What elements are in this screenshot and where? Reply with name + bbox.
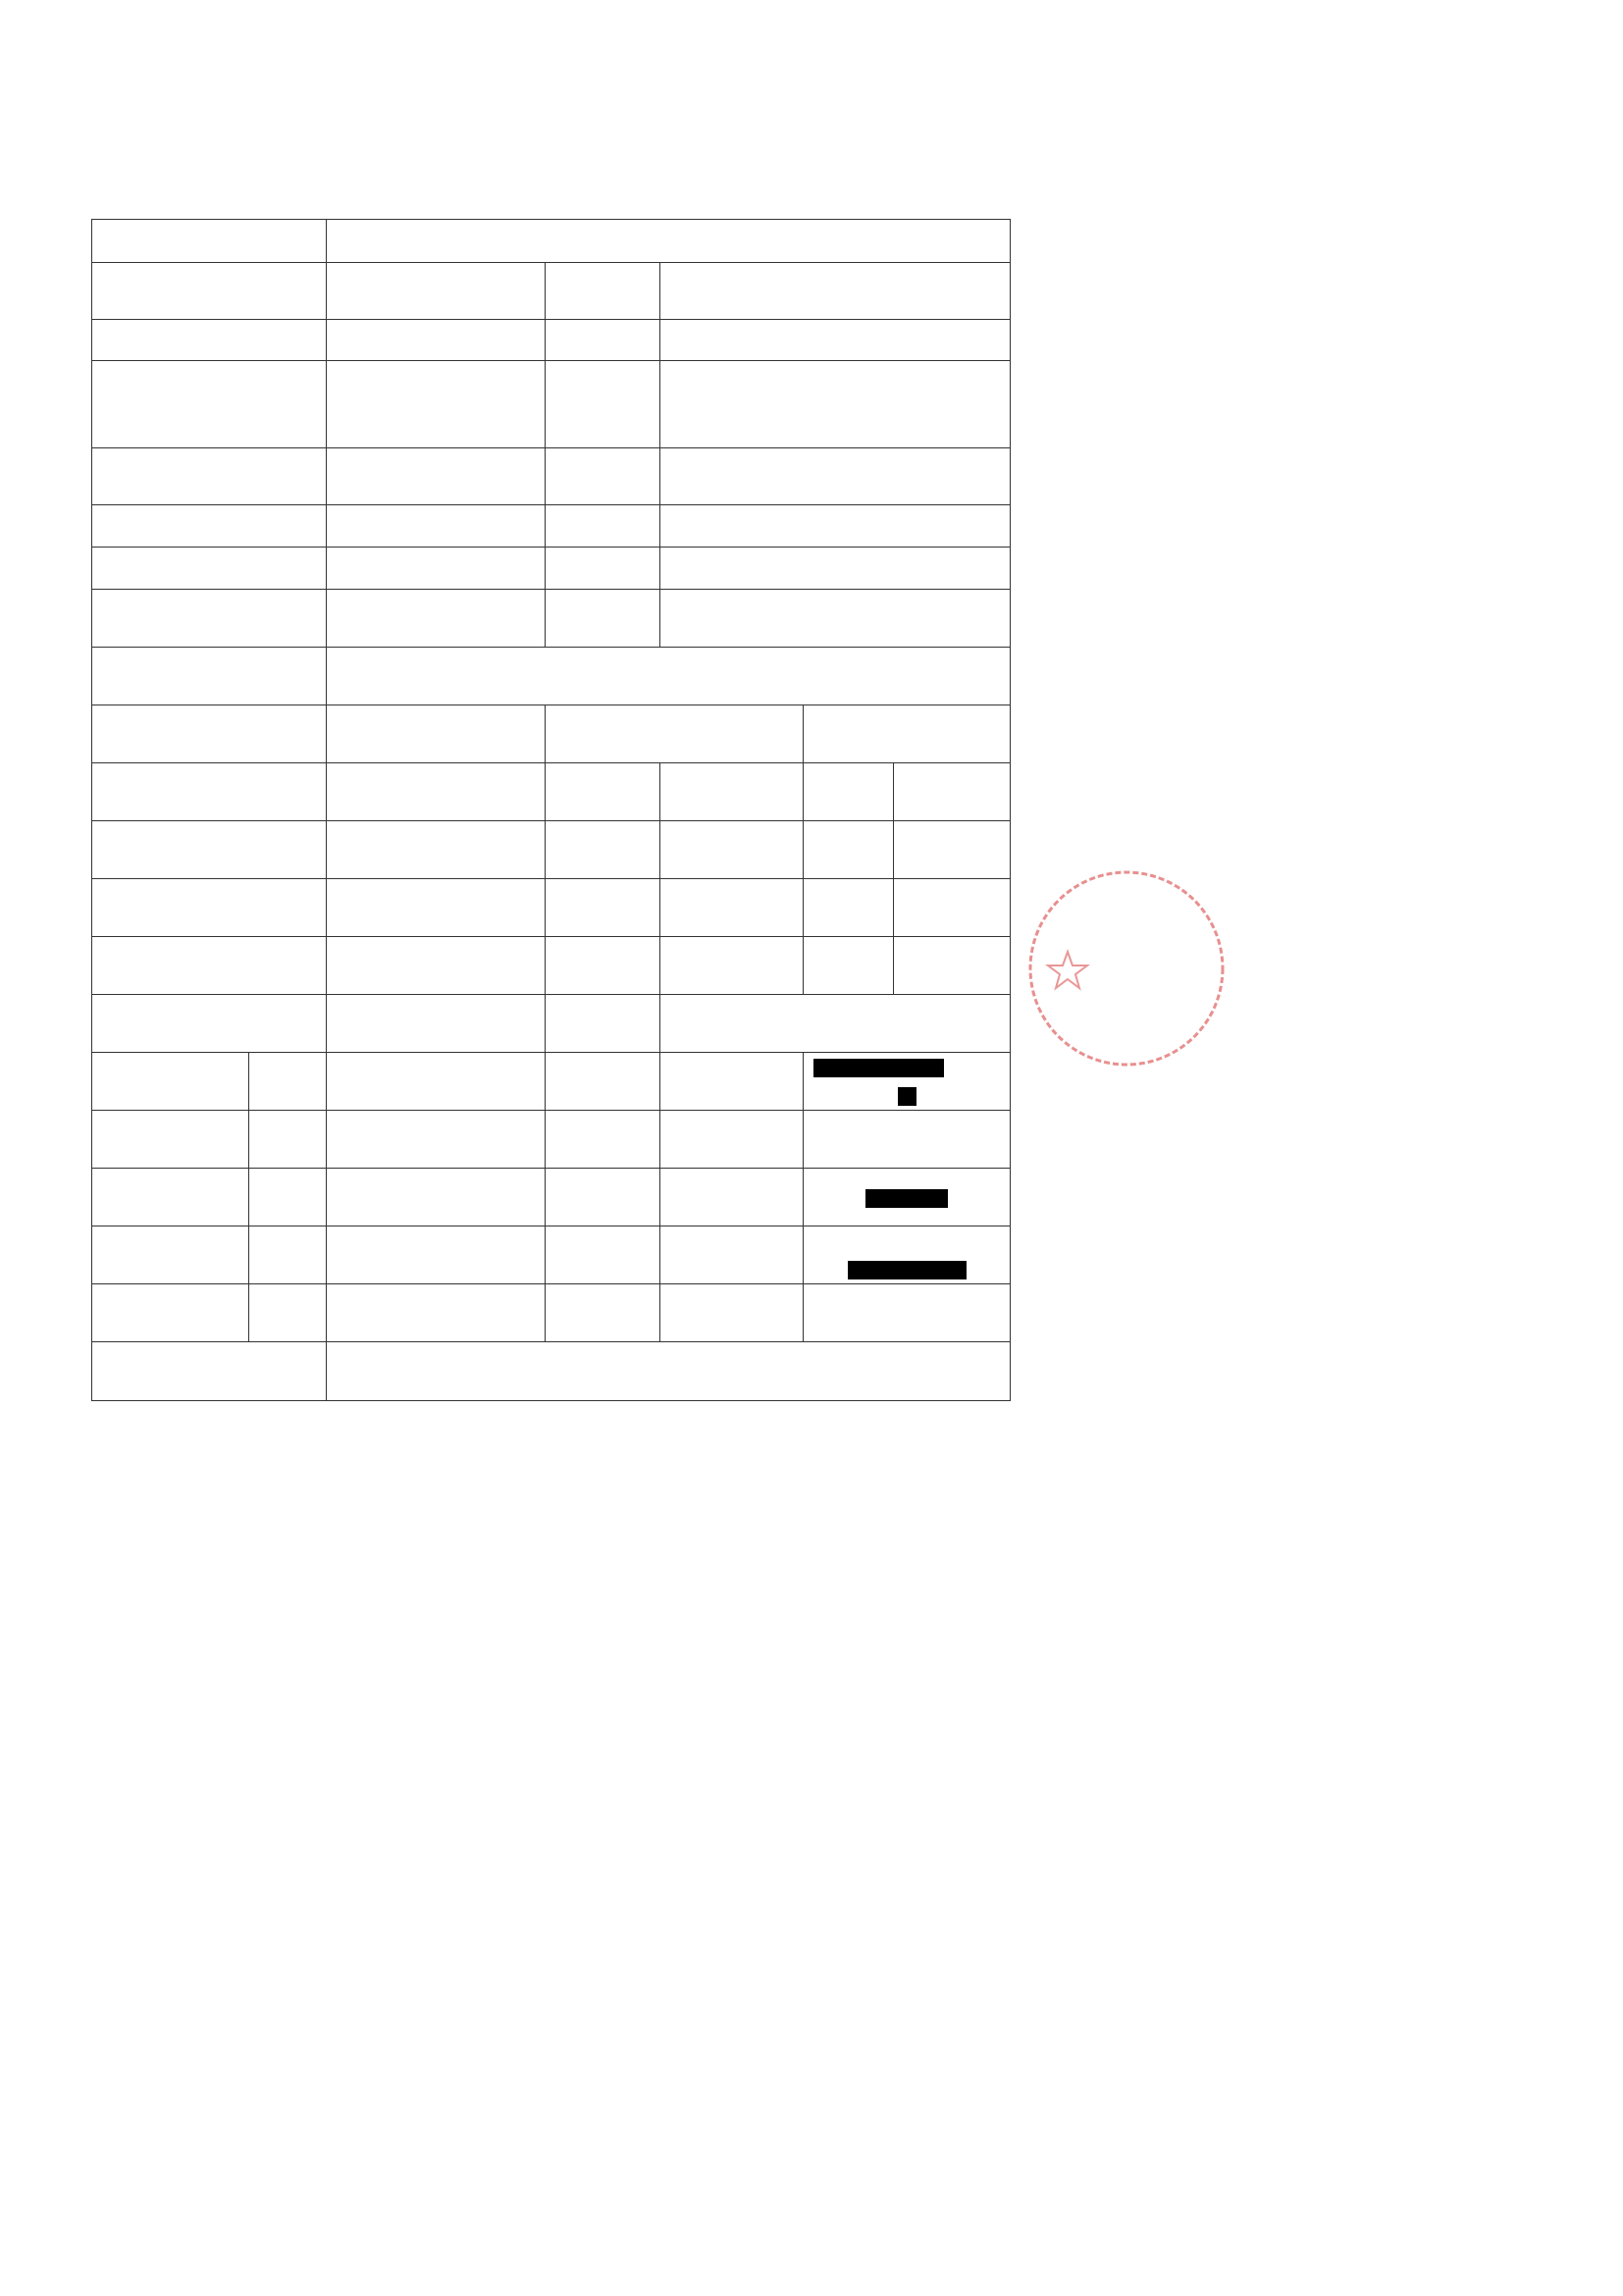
table-row (92, 1284, 1011, 1342)
table-row (92, 1226, 1011, 1284)
table-row (92, 590, 1011, 648)
design-qual-label (804, 821, 894, 879)
table-row (92, 705, 1011, 763)
table-row (92, 821, 1011, 879)
table-row (92, 937, 1011, 995)
builder-lead-no-label (660, 1053, 804, 1111)
design-lead-no-label (660, 1169, 804, 1226)
chief-supervisor-type (546, 1284, 660, 1342)
design-lead-type (546, 1169, 660, 1226)
supervision-org-code (660, 879, 804, 937)
chief-supervisor-label (92, 1284, 249, 1342)
start-date-label (92, 263, 327, 320)
place-name-value (327, 505, 546, 548)
survey-org-code (660, 763, 804, 821)
supervision-qual (894, 879, 1011, 937)
testing-label (92, 995, 327, 1053)
official-seal (1028, 865, 1166, 1071)
bid-record-value (327, 320, 546, 361)
building-type-value (660, 505, 1011, 548)
testing-org-label (546, 995, 660, 1053)
table-row (92, 648, 1011, 705)
supervision-qual-label (804, 879, 894, 937)
section-no-label (546, 320, 660, 361)
table-row (92, 263, 1011, 320)
table-row (92, 448, 1011, 505)
location-value (660, 361, 1011, 448)
construction-qual (894, 937, 1011, 995)
table-row (92, 879, 1011, 937)
design-lead-name (249, 1169, 327, 1226)
fire-cert-label (92, 648, 327, 705)
redaction-bar (865, 1189, 948, 1208)
design-label (92, 821, 327, 879)
permit-label (546, 590, 660, 648)
planning-cert-value (327, 590, 546, 648)
manager-no-cell (804, 1226, 1011, 1284)
survey-org-label (546, 763, 660, 821)
area-value (327, 448, 546, 505)
chief-supervisor-name (249, 1284, 327, 1342)
builder-lead-type-label (327, 1053, 546, 1111)
construction-org-code (660, 937, 804, 995)
supervision-agency-label (92, 1342, 327, 1401)
testing-org-code (660, 995, 1011, 1053)
survey-lead-type-label (327, 1111, 546, 1169)
testing-name (327, 995, 546, 1053)
table-row (92, 1111, 1011, 1169)
survey-qual-label (804, 763, 894, 821)
bid-record-label (92, 320, 327, 361)
structure-label (92, 361, 327, 448)
acceptance-date-value (660, 263, 1011, 320)
survey-qual (894, 763, 1011, 821)
supervision-name (327, 879, 546, 937)
design-name (327, 821, 546, 879)
chief-supervisor-type-label (327, 1284, 546, 1342)
redaction-bar (813, 1059, 944, 1077)
redaction-bar (848, 1261, 967, 1279)
start-date-value (327, 263, 546, 320)
design-lead-type-label (327, 1169, 546, 1226)
builder-org-code (804, 705, 1011, 763)
supervision-org-label (546, 879, 660, 937)
section-no-value (660, 320, 1011, 361)
structure-value (327, 361, 546, 448)
construction-org-label (546, 937, 660, 995)
builder-lead-type (546, 1053, 660, 1111)
scale-label (546, 448, 660, 505)
builder-lead-name (249, 1053, 327, 1111)
survey-lead-name (249, 1111, 327, 1169)
table-row (92, 763, 1011, 821)
fire-cert-value (327, 648, 1011, 705)
survey-lead-no-label (660, 1111, 804, 1169)
builder-lead-label (92, 1053, 249, 1111)
manager-label (92, 1226, 249, 1284)
survey-lead-label (92, 1111, 249, 1169)
project-name-label (92, 220, 327, 263)
table-row (92, 548, 1011, 590)
table-row (92, 995, 1011, 1053)
builder-lead-no-cell (804, 1053, 1011, 1111)
chief-supervisor-no (804, 1284, 1011, 1342)
cost-label (92, 548, 327, 590)
manager-no-label (660, 1226, 804, 1284)
construction-name (327, 937, 546, 995)
construction-qual-label (804, 937, 894, 995)
manager-type (546, 1226, 660, 1284)
design-lead-label (92, 1169, 249, 1226)
builder-label (92, 705, 327, 763)
design-qual (894, 821, 1011, 879)
table-row (92, 320, 1011, 361)
district-value (660, 548, 1011, 590)
survey-lead-type (546, 1111, 660, 1169)
building-type-label (546, 505, 660, 548)
scale-value (660, 448, 1011, 505)
table-row (92, 220, 1011, 263)
acceptance-date-label (546, 263, 660, 320)
project-name-value (327, 220, 1011, 263)
table-row (92, 1053, 1011, 1111)
planning-cert-label (92, 590, 327, 648)
location-label (546, 361, 660, 448)
survey-label (92, 763, 327, 821)
district-label (546, 548, 660, 590)
survey-lead-no (804, 1111, 1011, 1169)
design-org-label (546, 821, 660, 879)
table-row (92, 1169, 1011, 1226)
table-row (92, 1342, 1011, 1401)
completion-record-table (91, 219, 1011, 1401)
builder-org-label (546, 705, 804, 763)
design-lead-no-cell (804, 1169, 1011, 1226)
seal-ring (1030, 872, 1223, 1065)
seal-star-icon (1048, 952, 1087, 988)
survey-name (327, 763, 546, 821)
redaction-bar (898, 1087, 916, 1106)
table-row (92, 505, 1011, 548)
cost-value (327, 548, 546, 590)
manager-type-label (327, 1226, 546, 1284)
permit-value (660, 590, 1011, 648)
chief-supervisor-no-label (660, 1284, 804, 1342)
area-label (92, 448, 327, 505)
design-org-code (660, 821, 804, 879)
place-name-label (92, 505, 327, 548)
table-row (92, 361, 1011, 448)
supervision-agency-value (327, 1342, 1011, 1401)
supervision-label (92, 879, 327, 937)
manager-name (249, 1226, 327, 1284)
builder-name (327, 705, 546, 763)
construction-label (92, 937, 327, 995)
